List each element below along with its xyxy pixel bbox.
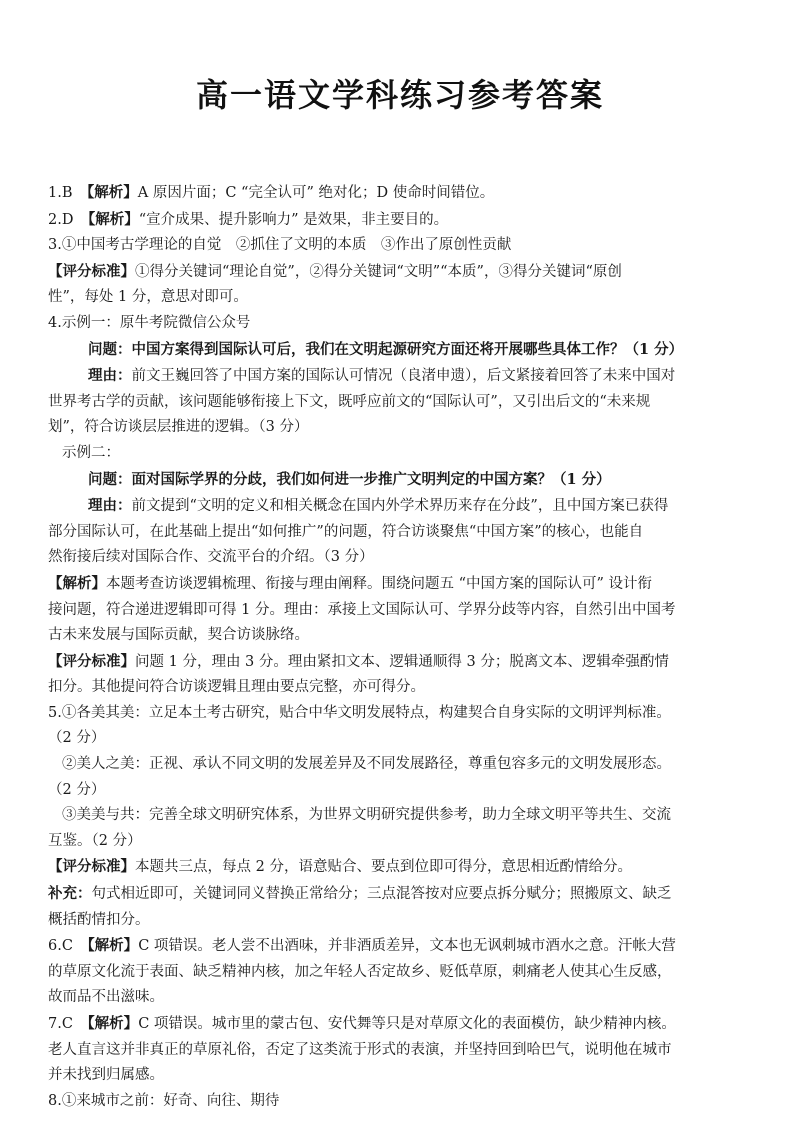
bold-text-segment: 理由：	[88, 367, 132, 385]
text-line	[48, 854, 760, 881]
text-line	[48, 1011, 760, 1038]
text-line	[48, 207, 760, 234]
text-line	[48, 829, 760, 855]
text-line	[48, 908, 760, 934]
bold-text-segment: 【解析】	[87, 184, 138, 201]
text-line	[48, 803, 760, 829]
text-segment: 3.①中国考古学理论的自觉 ②抓住了文明的本质 ③作出了原创性贡献	[48, 237, 512, 254]
text-segment: 划”，符合访谈层层推进的逻辑。（3 分）	[48, 419, 309, 436]
text-line	[48, 649, 760, 676]
page-title: 高一语文学科练习参考答案	[195, 76, 604, 114]
text-segment: 老人直言这并非真正的草原礼俗，否定了这类流于形式的表演，并坚持回到哈巴气，说明他在城市	[48, 1041, 672, 1058]
bold-text-segment: 补充：	[48, 885, 92, 903]
text-segment: 然衔接后续对国际合作、交流平台的介绍。（3 分）	[48, 549, 374, 566]
text-segment: 示例二：	[62, 444, 120, 461]
text-line	[48, 726, 760, 752]
text-line	[48, 752, 760, 778]
text-segment: 世界考古学的贡献，该问题能够衔接上下文，既呼应前文的“国际认可”，又引出后文的“未来规	[48, 393, 651, 410]
text-segment: 前文王巍回答了中国方案的国际认可情况（良渚申遗），后文紧接着回答了未来中国对	[131, 368, 676, 385]
text-segment: 故而品不出滋味。	[48, 989, 164, 1006]
text-segment: 古未来发展与国际贡献，契合访谈脉络。	[48, 627, 309, 644]
text-segment: 部分国际认可，在此基础上提出“如何推广”的问题，符合访谈聚焦“中国方案”的核心，也能自	[48, 523, 644, 540]
text-segment: 6.C	[48, 938, 88, 955]
text-segment: 互鉴。（2 分）	[48, 832, 142, 849]
text-line	[48, 701, 760, 727]
text-line	[48, 933, 760, 960]
bold-text-segment: 理由：	[88, 497, 132, 515]
text-segment: ①得分关键词“理论自觉”，②得分关键词“文明”“本质”，③得分关键词“原创	[135, 263, 622, 280]
text-line	[48, 623, 760, 649]
text-line	[48, 441, 760, 467]
text-line	[48, 233, 760, 259]
text-line	[48, 493, 760, 520]
text-segment: ②美人之美：正视、承认不同文明的发展差异及不同发展路径，尊重包容多元的文明发展形态。	[62, 756, 671, 773]
bold-text-segment: 【解析】	[87, 1015, 139, 1032]
bold-text-segment: 【评分标准】	[48, 262, 135, 280]
text-line	[48, 985, 760, 1011]
text-line	[48, 390, 760, 416]
text-segment: 并未找到归属感。	[48, 1067, 164, 1084]
text-line	[48, 598, 760, 624]
text-line	[48, 259, 760, 286]
text-segment: 1.B	[48, 185, 87, 201]
text-line	[48, 520, 760, 546]
text-line	[48, 881, 760, 908]
text-segment: 问题 1 分，理由 3 分。理由紧扣文本、逻辑通顺得 3 分；脱离文本、逻辑牵强酌情	[135, 653, 669, 670]
text-line	[48, 571, 760, 598]
text-line	[48, 311, 760, 337]
text-segment: 2.D	[48, 211, 88, 228]
bold-text-segment: 问题：面对国际学界的分歧，我们如何进一步推广文明判定的中国方案？（1 分）	[88, 470, 611, 488]
text-line	[48, 415, 760, 441]
bold-text-segment: 【评分标准】	[48, 858, 135, 876]
bold-text-segment: 问题：中国方案得到国际认可后，我们在文明起源研究方面还将开展哪些具体工作？（1 分）	[88, 340, 684, 358]
bold-text-segment: 【解析】	[87, 210, 139, 228]
text-segment: 7.C	[48, 1016, 88, 1032]
text-segment: 本题考查访谈逻辑梳理、衔接与理由阐释。围绕问题五 “中国方案的国际认可” 设计衔	[106, 575, 653, 592]
text-segment: 概括酌情扣分。	[48, 911, 150, 928]
answer-content	[48, 180, 760, 1114]
text-segment: C 项错误。老人尝不出酒味，并非酒质差异，文本也无讽刺城市酒水之意。汗帐大营	[138, 938, 676, 955]
text-segment: 句式相近即可，关键词同义替换正常给分；三点混答按对应要点拆分赋分；照搬原文、缺乏	[91, 886, 672, 903]
text-segment: 8.①来城市之前：好奇、向往、期待	[48, 1092, 280, 1109]
text-segment: 5.①各美其美：立足本土考古研究，贴合中华文明发展特点，构建契合自身实际的文明评判标准。	[48, 704, 671, 721]
text-segment: 本题共三点，每点 2 分，语意贴合、要点到位即可得分，意思相近酌情给分。	[135, 859, 632, 876]
text-segment: 扣分。其他提问符合访谈逻辑且理由要点完整，亦可得分。	[48, 679, 425, 696]
text-segment: （2 分）	[48, 730, 106, 747]
text-line	[48, 960, 760, 986]
bold-text-segment: 【解析】	[87, 937, 139, 955]
text-line	[48, 778, 760, 804]
text-line	[48, 285, 760, 311]
text-segment: 前文提到“文明的定义和相关概念在国内外学术界历来存在分歧”，且中国方案已获得	[131, 498, 669, 515]
text-line	[48, 545, 760, 571]
text-line	[48, 180, 760, 207]
text-line	[48, 467, 760, 494]
bold-text-segment: 【解析】	[48, 574, 106, 592]
text-segment: C 项错误。城市里的蒙古包、安代舞等只是对草原文化的表面模仿，缺少精神内核。	[138, 1016, 676, 1032]
text-segment: “宣介成果、提升影响力” 是效果，非主要目的。	[138, 211, 449, 228]
text-segment: A 原因片面；C “完全认可” 绝对化；D 使命时间错位。	[137, 185, 495, 201]
text-line	[48, 1038, 760, 1064]
text-segment: （2 分）	[48, 781, 106, 798]
text-line	[48, 337, 760, 364]
text-segment: 接问题，符合递进逻辑即可得 1 分。理由：承接上文国际认可、学界分歧等内容，自然引出中国考	[48, 601, 676, 618]
text-segment: ③美美与共：完善全球文明研究体系，为世界文明研究提供参考，助力全球文明平等共生、交流	[62, 807, 671, 824]
text-line	[48, 1089, 760, 1115]
text-line	[48, 1063, 760, 1089]
text-segment: 性”，每处 1 分，意思对即可。	[48, 289, 248, 306]
text-segment: 的草原文化流于表面、缺乏精神内核，加之年轻人否定故乡、贬低草原，刺痛老人使其心生反感，	[48, 963, 672, 980]
bold-text-segment: 【评分标准】	[48, 652, 135, 670]
text-segment: 4.示例一：原牛考院微信公众号	[48, 314, 251, 331]
text-line	[48, 675, 760, 701]
text-line	[48, 363, 760, 390]
